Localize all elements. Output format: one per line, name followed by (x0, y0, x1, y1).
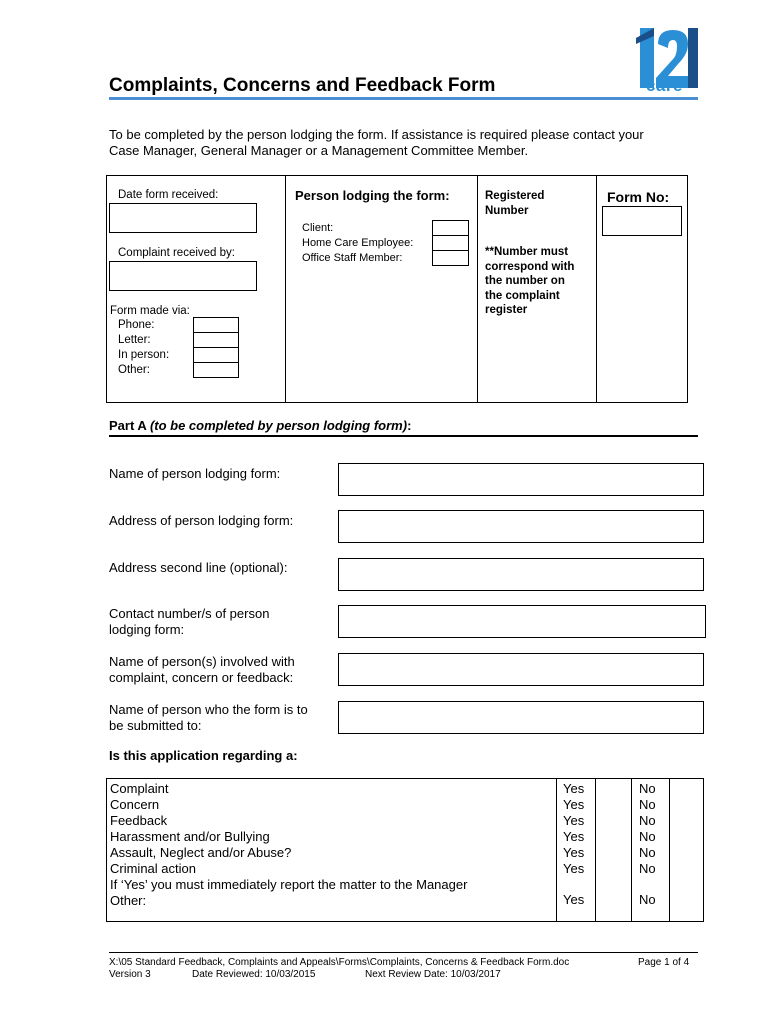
via-in-person-checkbox[interactable] (193, 347, 239, 363)
table-row-label: Harassment and/or Bullying (110, 829, 270, 844)
field-label-line: lodging form: (109, 622, 185, 637)
number-note-line: the complaint (485, 289, 560, 302)
persons-involved-input[interactable] (338, 653, 704, 686)
footer-page-number: Page 1 of 4 (638, 957, 690, 968)
via-other-checkbox[interactable] (193, 362, 239, 378)
submitted-to-input[interactable] (338, 701, 704, 734)
yes-label: Yes (563, 892, 585, 907)
no-label: No (639, 845, 656, 860)
part-a-label: Part A (109, 418, 150, 433)
title-rule (109, 97, 698, 100)
no-label: No (639, 861, 656, 876)
field-label-line: Name of person lodging form: (109, 466, 281, 481)
person-employee-checkbox[interactable] (432, 235, 469, 251)
registered-number-label (485, 189, 544, 219)
via-other: Other: (118, 364, 150, 376)
via-phone: Phone: (118, 319, 155, 331)
form-no-field[interactable] (602, 206, 682, 236)
complaint-received-by-label: Complaint received by: (118, 247, 235, 259)
table-row-label: Criminal action (110, 861, 196, 876)
page-title: Complaints, Concerns and Feedback Form (109, 75, 496, 96)
form-no-label: Form No: (607, 189, 670, 205)
footer-version: Version 3 (109, 969, 151, 980)
person-home-care-employee: Home Care Employee: (302, 237, 414, 249)
intro-line-1: To be completed by the person lodging the form. If assistance is required please contact your (109, 127, 644, 142)
person-office-staff: Office Staff Member: (302, 252, 403, 264)
table-row-label: Assault, Neglect and/or Abuse? (110, 845, 292, 860)
number-note-line: **Number must (485, 246, 569, 258)
name-lodging-label (109, 466, 339, 482)
no-checkbox-column[interactable] (670, 779, 703, 921)
form-made-via-label: Form made via: (110, 305, 190, 317)
date-received-field[interactable] (109, 203, 257, 233)
number-note-line: correspond with (485, 260, 575, 273)
table-col-divider (631, 779, 632, 921)
name-lodging-input[interactable] (338, 463, 704, 496)
yes-label: Yes (563, 781, 585, 796)
table-row-label: Concern (110, 797, 160, 812)
field-label-line: Name of person(s) involved with (109, 654, 295, 669)
person-lodging-title: Person lodging the form: (295, 188, 450, 203)
logo-word: care (646, 76, 683, 95)
footer-date-reviewed: Date Reviewed: 10/03/2015 (192, 969, 316, 980)
intro-line-2: Case Manager, General Manager or a Management Committee Member. (109, 143, 529, 158)
address-lodging-label (109, 513, 339, 529)
field-label-line: Contact number/s of person (109, 606, 270, 621)
no-label: No (639, 892, 656, 907)
no-label: No (639, 797, 656, 812)
registered-line-2: Number (485, 205, 529, 217)
via-letter: Letter: (118, 334, 151, 346)
no-label: No (639, 781, 656, 796)
complaint-received-by-field[interactable] (109, 261, 257, 291)
yes-column (563, 781, 584, 908)
yes-label: Yes (563, 861, 585, 876)
via-letter-checkbox[interactable] (193, 332, 239, 348)
regarding-table (106, 778, 704, 922)
address-second-line-input[interactable] (338, 558, 704, 591)
yes-label: Yes (563, 813, 585, 828)
contact-number-input[interactable] (338, 605, 706, 638)
number-note (485, 245, 574, 318)
footer-next-review: Next Review Date: 10/03/2017 (365, 969, 501, 980)
no-label: No (639, 829, 656, 844)
address-second-line-label (109, 560, 339, 576)
date-received-label: Date form received: (118, 189, 219, 201)
table-col-divider (556, 779, 557, 921)
part-a-heading (109, 418, 411, 433)
number-note-line: register (485, 304, 528, 316)
submitted-to-label (109, 702, 339, 734)
intro-text (109, 127, 644, 159)
yes-label: Yes (563, 845, 585, 860)
registered-line-1: Registered (485, 190, 545, 202)
footer-path: X:\05 Standard Feedback, Complaints and Appeals\Forms\Complaints, Concerns & Feedback Form.doc (109, 957, 570, 968)
no-column (639, 781, 656, 908)
regarding-labels (110, 781, 467, 909)
address-lodging-input[interactable] (338, 510, 704, 543)
persons-involved-label (109, 654, 339, 686)
field-label-line: Name of person who the form is to (109, 702, 308, 717)
col-divider-1 (285, 176, 286, 402)
contact-number-label (109, 606, 339, 638)
field-label-line: Address second line (optional): (109, 560, 288, 575)
person-office-staff-checkbox[interactable] (432, 250, 469, 266)
regarding-question: Is this application regarding a: (109, 748, 298, 763)
field-label-line: complaint, concern or feedback: (109, 670, 294, 685)
table-row-label: If ‘Yes’ you must immediately report the matter to the Manager (110, 877, 468, 892)
person-options (302, 221, 413, 266)
person-client: Client: (302, 222, 334, 234)
via-options (118, 318, 169, 378)
part-a-instruction: (to be completed by person lodging form) (149, 418, 408, 433)
part-a-rule (109, 435, 698, 437)
col-divider-2 (477, 176, 478, 402)
yes-checkbox-column[interactable] (596, 779, 631, 921)
company-logo (636, 24, 700, 100)
via-in-person: In person: (118, 349, 170, 361)
yes-label: Yes (563, 829, 585, 844)
table-row-label: Other: (110, 893, 147, 908)
yes-label: Yes (563, 797, 585, 812)
field-label-line: be submitted to: (109, 718, 202, 733)
person-client-checkbox[interactable] (432, 220, 469, 236)
col-divider-3 (596, 176, 597, 402)
footer-rule (109, 952, 698, 953)
table-row-label: Complaint (110, 781, 169, 796)
via-phone-checkbox[interactable] (193, 317, 239, 333)
field-label-line: Address of person lodging form: (109, 513, 294, 528)
table-row-label: Feedback (110, 813, 168, 828)
office-use-box (106, 175, 688, 403)
part-a-colon: : (407, 418, 412, 433)
no-label: No (639, 813, 656, 828)
number-note-line: the number on (485, 275, 565, 287)
